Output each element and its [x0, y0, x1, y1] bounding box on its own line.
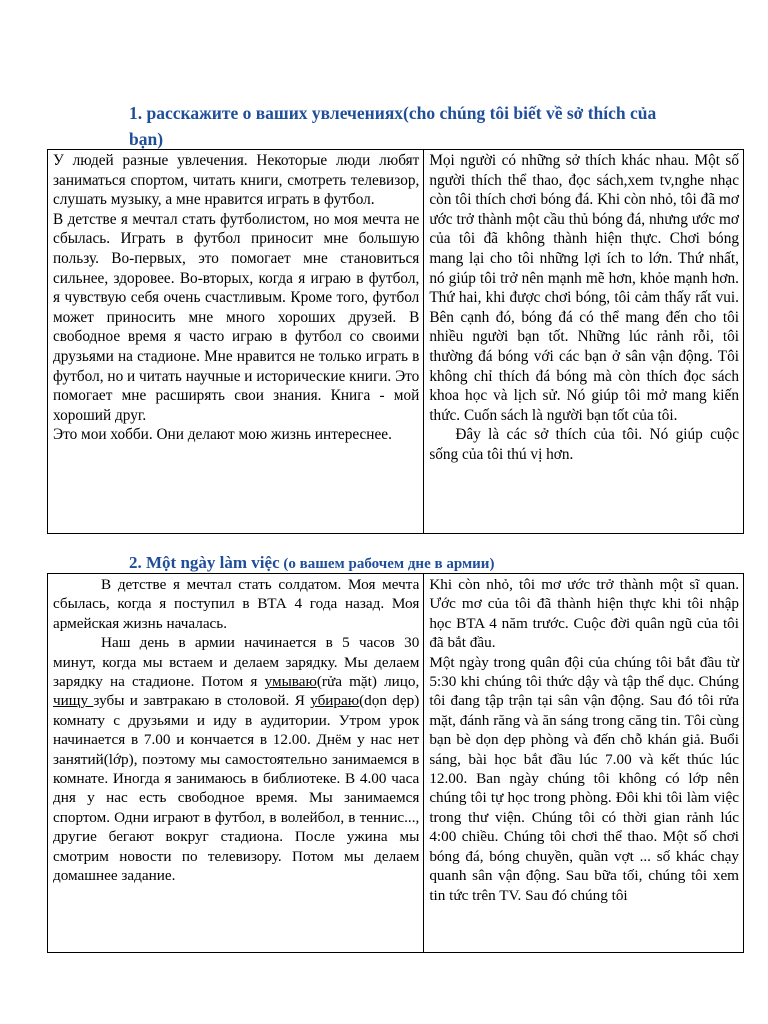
section2-table — [47, 573, 744, 953]
section2-heading — [129, 552, 689, 575]
paragraph: Это мои хобби. Они делают мою жизнь интереснее. — [53, 426, 392, 444]
vietnamese-text-cell — [424, 574, 744, 953]
paragraph — [53, 633, 419, 885]
paragraph: Khi còn nhỏ, tôi mơ ước trở thành một sĩ quan. Ước mơ của tôi đã thành hiện thực khi tôi nhập học BTA 4 năm trước. Cuộc đời quân ngũ của tôi đã bắt đầu. — [429, 576, 739, 652]
table-row — [48, 574, 744, 953]
text-run: зубы и завтракаю в столовой. Я — [93, 692, 311, 710]
underlined-word: чищу — [53, 692, 94, 710]
underlined-word: умываю — [264, 673, 317, 691]
vietnamese-text-cell — [424, 150, 744, 534]
paragraph: В детстве я мечтал стать футболистом, но моя мечта не сбылась. Играть в футбол приносит мне большую пользу. Во-первых, это помогает мне становиться сильнее, здоровее. Во-вторых, когда я играю в футбол, я чувствую себя очень счастливым. Кроме того, футбол может приносить мне много хороших друзей. В свободное время я часто играю в футбол со своими друзьями на стадионе. Мне нравится не только играть в футбол, но и читать научные и исторические книги. Это помогает мне расширять свои знания. Книга - мой хороший друг. — [53, 210, 420, 424]
section1-table — [47, 149, 744, 534]
section2-title-sub: (о вашем рабочем дне в армии) — [279, 556, 495, 572]
text-run: Наш день в армии начинается в 5 часов 30 минут, когда мы встаем и делаем зарядку. Мы делаем зарядку на стадионе. Потом я — [53, 634, 420, 691]
table-row — [48, 150, 744, 534]
russian-text-cell — [48, 150, 424, 534]
paragraph: В детстве я мечтал стать солдатом. Моя мечта сбылась, когда я поступил в ВТА 4 года назад. Моя армейская жизнь началась. — [53, 576, 420, 632]
section2-title-main: 2. Một ngày làm việc — [129, 553, 280, 572]
paragraph: Một ngày trong quân đội của chúng tôi bắt đầu từ 5:30 khi chúng tôi thức dậy và tập thể dục. Chúng tôi đang tập trận tại sân vận động. Sau đó tôi rửa mặt, đánh răng và ăn sáng trong căng tin. Tôi cùng bạn bè dọn dẹp phòng và đến chỗ khán giả. Buổi sáng, bài học bắt đầu lúc 7.00 và kết thúc lúc 12.00. Ban ngày chúng tôi không có lớp nên chúng tôi tự học trong phòng. Đôi khi tôi làm việc trong thư viện. Chúng tôi có thời gian rảnh lúc 4:00 chiều. Chúng tôi chơi thể thao. Một số chơi bóng đá, bóng chuyền, quần vợt ... số khác chạy quanh sân vận động. Sau bữa tối, chúng tôi xem tin tức trên TV. Sau đó chúng tôi — [429, 653, 739, 904]
paragraph: Mọi người có những sở thích khác nhau. Một số người thích thể thao, đọc sách,xem tv,nghe nhạc còn tôi thích chơi bóng đá. Khi còn nhỏ, tôi đã mơ ước trở thành một cầu thủ bóng đá, nhưng ước mơ của tôi đã không thành hiện thực. Chơi bóng mang lại cho tôi những lợi ích to lớn. Thứ nhất, nó giúp tôi trở nên mạnh mẽ hơn, khỏe mạnh hơn. Thứ hai, khi được chơi bóng, tôi cảm thấy rất vui. Bên cạnh đó, bóng đá có thể mang đến cho tôi nhiều người bạn tốt. Những lúc rảnh rỗi, tôi thường đá bóng với các bạn ở sân vận động. Tôi không chỉ thích đá bóng mà còn thích đọc sách khoa học và lịch sử. Nó giúp tôi mở mang kiến thức. Cuốn sách là người bạn tốt của tôi. — [429, 152, 739, 424]
section1-heading: 1. расскажите о ваших увлечениях(cho chúng tôi biết về sở thích của bạn) — [129, 103, 657, 149]
paragraph: Đây là các sở thích của tôi. Nó giúp cuộc sống của tôi thú vị hơn. — [429, 426, 739, 463]
text-run: (dọn dẹp) комнату с друзьями и иду в аудитории. Утром урок начинается в 7.00 и кончается в 12.00. Днём у нас нет занятий(lớp), поэтому мы самостоятельно занимаемся в комнате. Иногда я занимаюсь в библиотеке. В 4.00 часа дня у нас есть свободное время. Мы занимаемся спортом. Одни играют в футбол, в волейбол, в теннис..., другие бегают вокруг стадиона. После ужина мы смотрим новости по телевизору. Потом мы делаем домашнее задание. — [53, 692, 420, 885]
underlined-word: убираю — [310, 692, 360, 710]
paragraph: У людей разные увлечения. Некоторые люди любят заниматься спортом, читать книги, смотреть телевизор, слушать музыку, а мне нравится играть в футбол. — [53, 152, 420, 209]
russian-text-cell — [48, 574, 424, 953]
text-run: (rửa mặt) лицо, — [316, 673, 420, 691]
